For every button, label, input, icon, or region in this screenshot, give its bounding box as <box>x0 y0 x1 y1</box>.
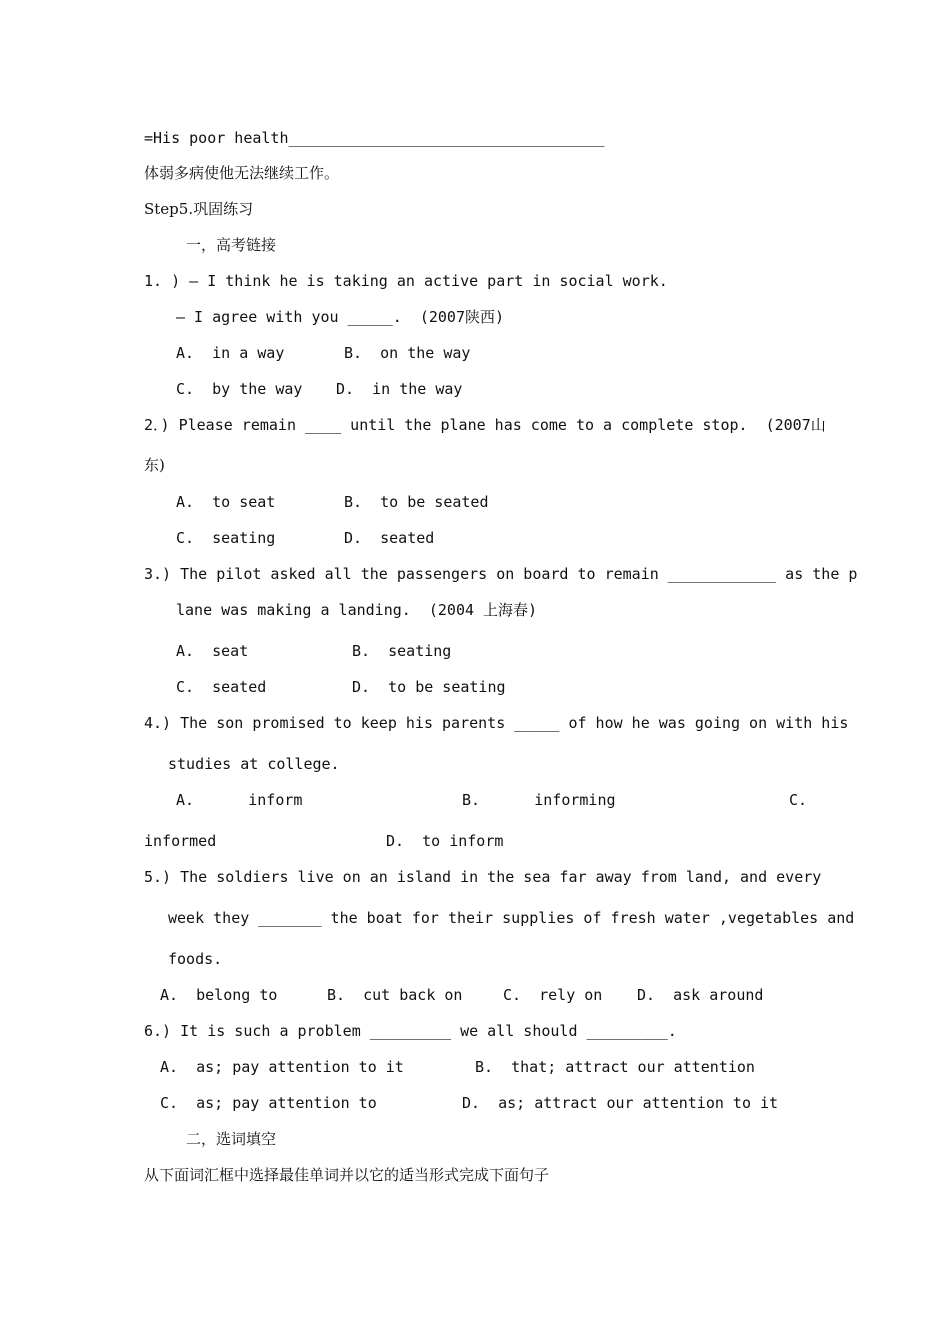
question-4-option-b: B. informing <box>462 791 616 809</box>
question-4-option-c: C. <box>789 791 808 809</box>
question-1-option-c: C. by the way <box>176 380 303 398</box>
question-3-option-b: B. seating <box>352 642 452 660</box>
question-3-option-c: C. seated <box>176 678 267 696</box>
question-5-option-a: A. belong to <box>160 986 278 1004</box>
question-3-stem-cont: lane was making a landing. (2004 上海春) <box>176 601 538 619</box>
question-1-option-d: D. in the way <box>336 380 463 398</box>
question-5-option-c: C. rely on <box>503 986 603 1004</box>
question-6-option-b: B. that; attract our attention <box>475 1058 755 1076</box>
section1-title: 一，高考链接 <box>186 236 277 254</box>
section2-instruction: 从下面词汇框中选择最佳单词并以它的适当形式完成下面句子 <box>144 1166 550 1184</box>
question-4-option-d: D. to inform <box>386 832 504 850</box>
question-1-stem: 1. ) — I think he is taking an active part in social work. <box>144 272 668 290</box>
question-6-stem: 6.) It is such a problem _________ we all should _________. <box>144 1022 677 1040</box>
step-title: Step5.巩固练习 <box>144 200 254 218</box>
intro-translation: 体弱多病使他无法继续工作。 <box>144 164 340 182</box>
question-4-stem: 4.) The son promised to keep his parents _____ of how he was going on with his <box>144 714 849 732</box>
question-6-option-a: A. as; pay attention to it <box>160 1058 404 1076</box>
question-1-option-b: B. on the way <box>344 344 471 362</box>
question-2-stem-cont: 东) <box>144 456 165 474</box>
question-2-option-d: D. seated <box>344 529 435 547</box>
question-1-option-a: A. in a way <box>176 344 285 362</box>
question-5-stem-cont: week they _______ the boat for their supplies of fresh water ,vegetables and <box>168 909 855 927</box>
question-5-option-d: D. ask around <box>637 986 764 1004</box>
section2-title: 二，选词填空 <box>186 1130 277 1148</box>
intro-sentence: =His poor health___________________________________ <box>144 129 605 147</box>
question-5-option-b: B. cut back on <box>327 986 463 1004</box>
question-5-stem: 5.) The soldiers live on an island in the sea far away from land, and every <box>144 868 822 886</box>
question-2-option-a: A. to seat <box>176 493 276 511</box>
question-2-stem: 2．) Please remain ____ until the plane has come to a complete stop. (2007山 <box>144 416 826 434</box>
question-1-stem-cont: — I agree with you _____. (2007陕西) <box>176 308 505 326</box>
question-4-option-c-text: informed <box>144 832 217 850</box>
question-2-option-b: B. to be seated <box>344 493 489 511</box>
question-6-option-d: D. as; attract our attention to it <box>462 1094 779 1112</box>
question-4-stem-cont: studies at college. <box>168 755 340 773</box>
question-2-option-c: C. seating <box>176 529 276 547</box>
question-3-stem: 3.) The pilot asked all the passengers on board to remain ____________ as the p <box>144 565 858 583</box>
question-3-option-d: D. to be seating <box>352 678 506 696</box>
question-4-option-a: A. inform <box>176 791 303 809</box>
question-3-option-a: A. seat <box>176 642 249 660</box>
question-6-option-c: C. as; pay attention to <box>160 1094 377 1112</box>
question-5-stem-cont2: foods. <box>168 950 223 968</box>
